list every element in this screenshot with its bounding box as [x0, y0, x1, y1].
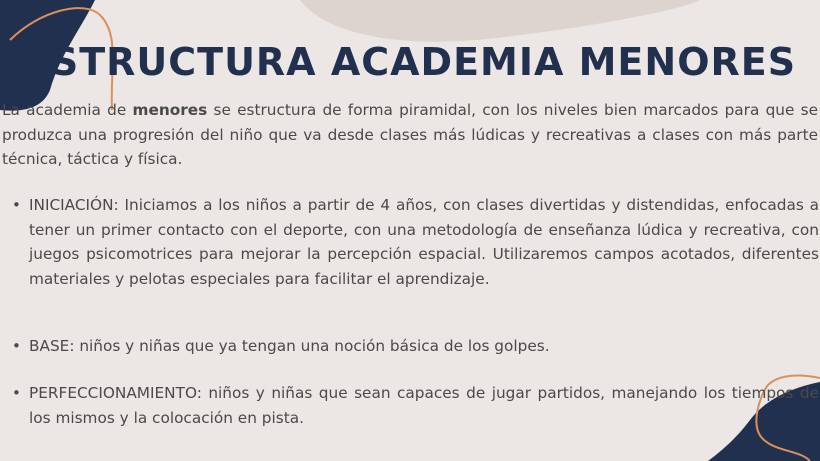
list-item-text: INICIACIÓN: Iniciamos a los niños a partir de 4 años, con clases divertidas y distendidas, enfocadas a tener un primer contacto con el deporte, con una metodología de enseñanza lúdica y recreativa, con juegos psicomotrices para mejorar la percepción espacial. Utilizaremos campos acotados, diferentes materiales y pelotas especiales para facilitar el aprendizaje.	[29, 196, 819, 288]
list-item-text: BASE: niños y niñas que ya tengan una noción básica de los golpes.	[29, 337, 550, 355]
bullet-dot-icon: •	[12, 384, 21, 402]
intro-bold-term: menores	[132, 101, 208, 119]
list-item-perfeccionamiento	[12, 381, 819, 430]
list-item-text: PERFECCIONAMIENTO: niños y niñas que sean capaces de jugar partidos, manejando los tiempos de los mismos y la colocación en pista.	[29, 384, 819, 427]
page-title: ESTRUCTURA ACADEMIA MENORES	[23, 40, 797, 84]
bullet-dot-icon: •	[12, 337, 21, 355]
list-item-base	[12, 334, 819, 359]
bullet-dot-icon: •	[12, 196, 21, 214]
intro-text-before: La academia de	[2, 101, 133, 119]
intro-text-after: se estructura de forma piramidal, con los niveles bien marcados para que se produzca una progresión del niño que va desde clases más lúdicas y recreativas a clases con más parte técnica, táctica y física.	[2, 101, 818, 168]
list-item-iniciacion	[12, 193, 819, 291]
